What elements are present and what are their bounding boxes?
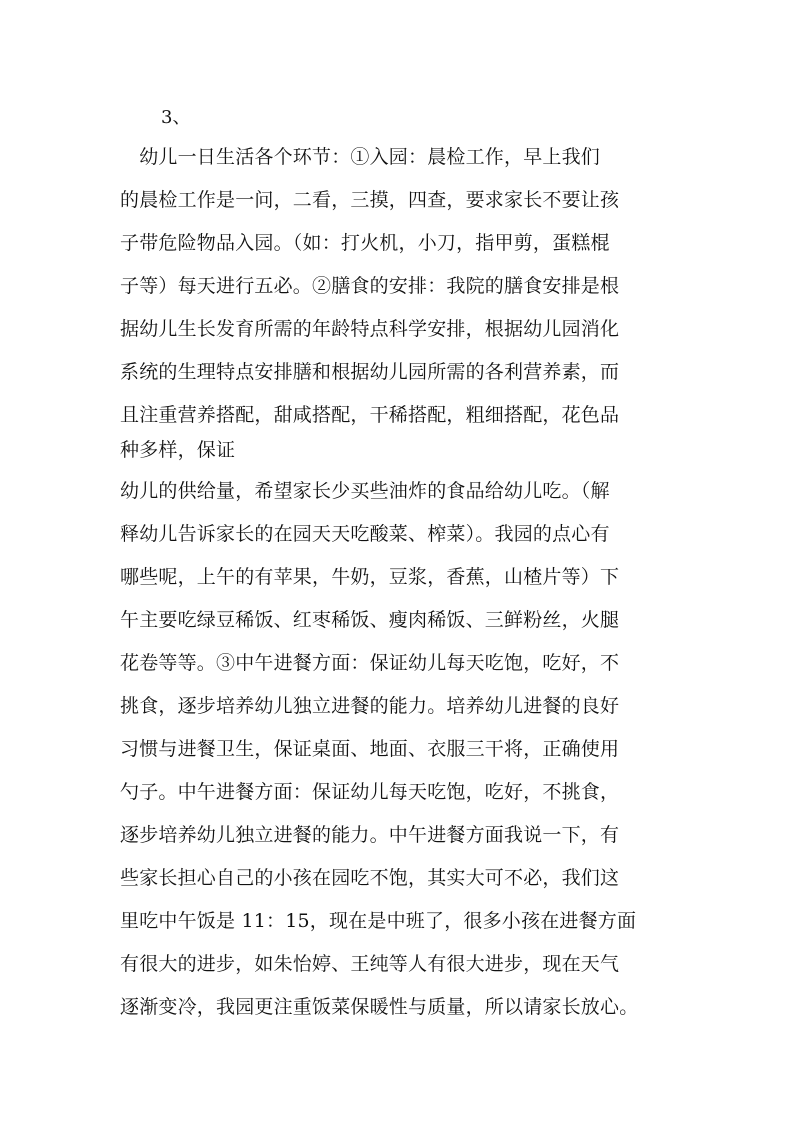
text-line: 子等）每天进行五必。②膳食的安排：我院的膳食安排是根 xyxy=(120,275,620,297)
text-line: 释幼儿告诉家长的在园天天吃酸菜、榨菜）。我园的点心有 xyxy=(120,523,610,545)
text-line: 且注重营养搭配，甜咸搭配，干稀搭配，粗细搭配，花色品 xyxy=(120,404,620,426)
text-line: 挑食，逐步培养幼儿独立进餐的能力。培养幼儿进餐的良好 xyxy=(120,695,620,717)
text-line: 幼儿一日生活各个环节：①入园：晨检工作，早上我们 xyxy=(120,146,601,168)
text-line: 系统的生理特点安排膳和根据幼儿园所需的各利营养素，而 xyxy=(120,361,620,383)
text-line: 逐步培养幼儿独立进餐的能力。中午进餐方面我说一下，有 xyxy=(120,824,620,846)
text-line: 种多样，保证 xyxy=(120,439,236,461)
text-line: 据幼儿生长发育所需的年龄特点科学安排，根据幼儿园消化 xyxy=(120,318,620,340)
text-line: 习惯与进餐卫生，保证桌面、地面、衣服三干将，正确使用 xyxy=(120,738,620,760)
text-line: 勺子。中午进餐方面：保证幼儿每天吃饱，吃好，不挑食， xyxy=(120,781,620,803)
text-line: 花卷等等。③中午进餐方面：保证幼儿每天吃饱，吃好，不 xyxy=(120,652,620,674)
text-line: 逐渐变冷，我园更注重饭菜保暖性与质量，所以请家长放心。 xyxy=(120,996,639,1018)
text-line: 些家长担心自己的小孩在园吃不饱，其实大可不必，我们这 xyxy=(120,867,620,889)
text-line: 哪些呢，上午的有苹果，牛奶，豆浆，香蕉，山楂片等）下 xyxy=(120,566,620,588)
text-line: 子带危险物品入园。（如：打火机，小刀，指甲剪，蛋糕棍 xyxy=(120,232,610,254)
text-line: 里吃中午饭是 11：15，现在是中班了，很多小孩在进餐方面 xyxy=(120,910,637,932)
text-line: 幼儿的供给量，希望家长少买些油炸的食品给幼儿吃。（解 xyxy=(120,480,610,502)
text-line: 有很大的进步，如朱怡婷、王纯等人有很大进步，现在天气 xyxy=(120,953,620,975)
text-line: 的晨检工作是一问，二看，三摸，四查，要求家长不要让孩 xyxy=(120,189,620,211)
text-line: 午主要吃绿豆稀饭、红枣稀饭、瘦肉稀饭、三鲜粉丝，火腿 xyxy=(120,609,620,631)
section-number: 3、 xyxy=(161,107,191,128)
